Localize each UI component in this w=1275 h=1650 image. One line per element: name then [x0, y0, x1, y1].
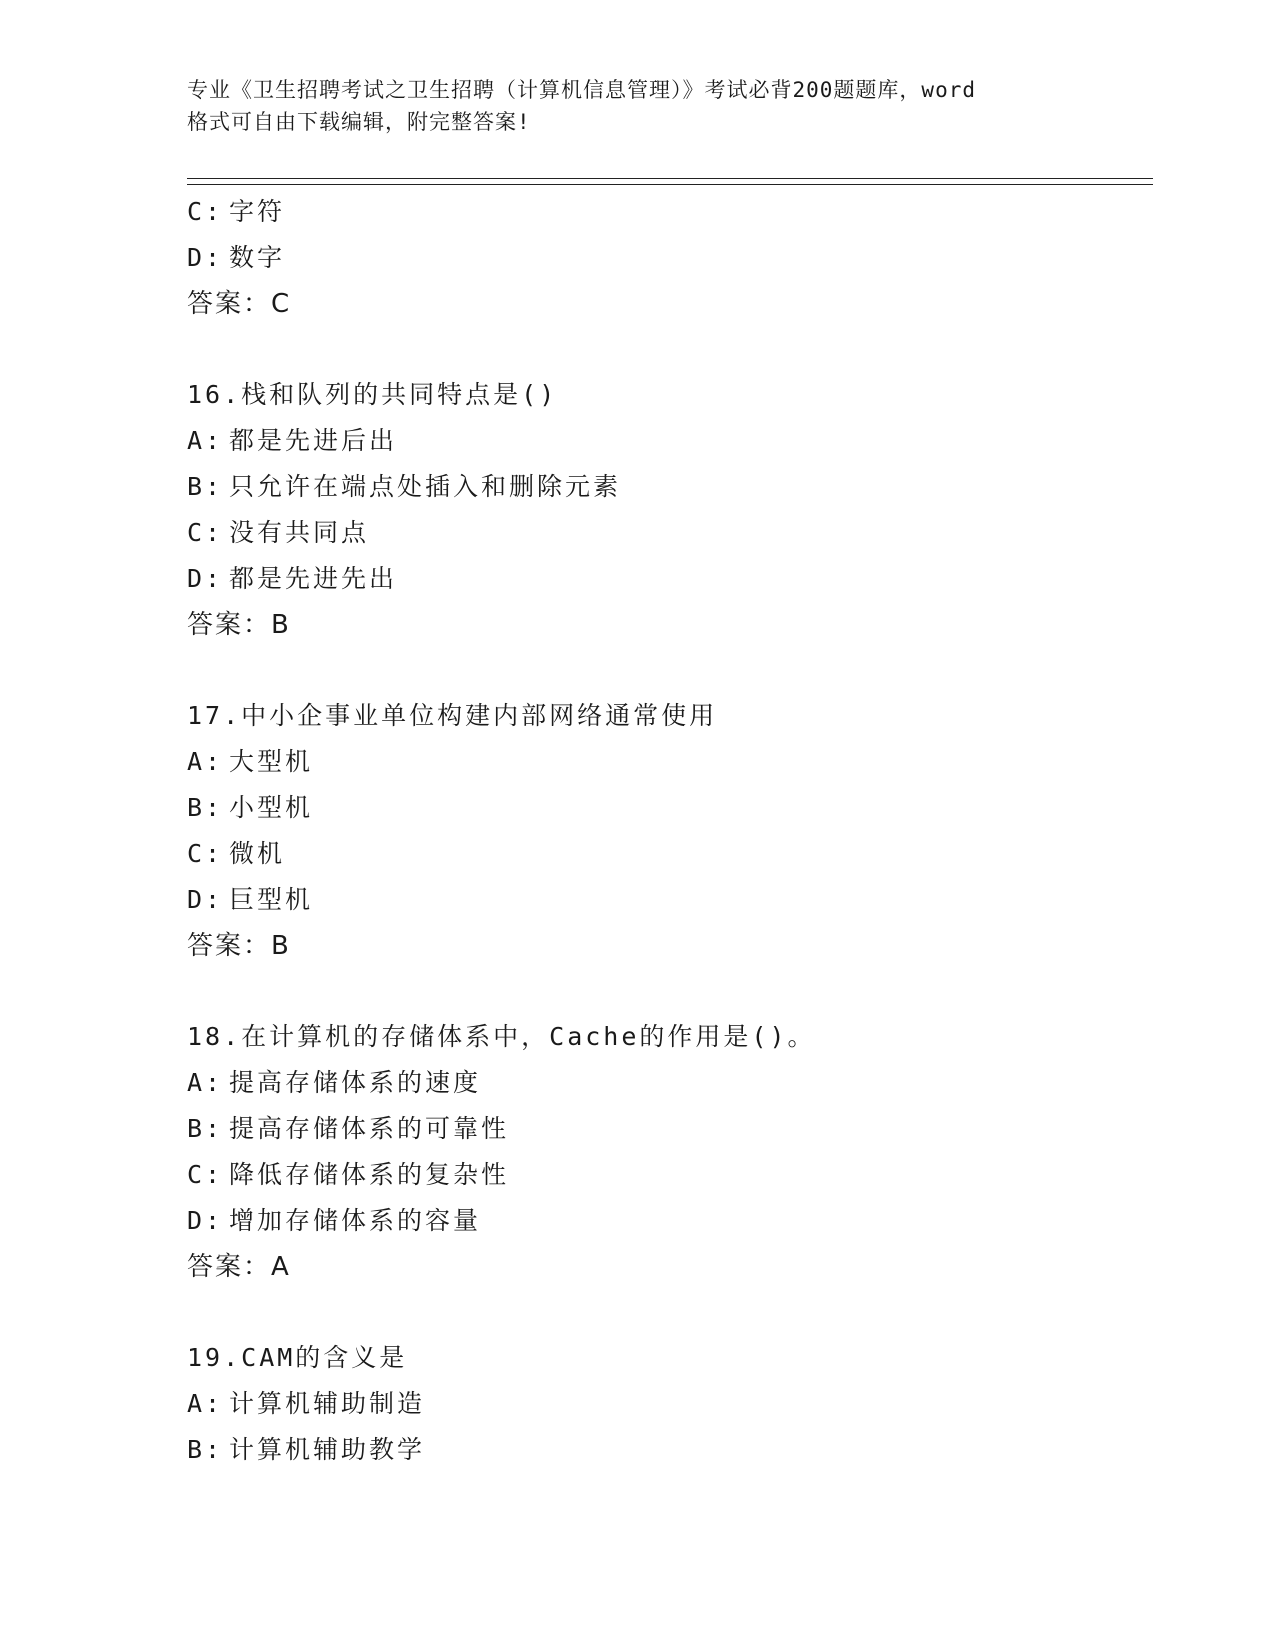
option-d — [187, 1198, 1153, 1244]
spacer — [187, 327, 1153, 372]
option-d — [187, 235, 1153, 281]
option-text: 大型机 — [229, 747, 314, 776]
option-text: 提高存储体系的可靠性 — [229, 1114, 510, 1143]
header-title-line-1: 专业《卫生招聘考试之卫生招聘（计算机信息管理）》考试必背200题题库，word — [187, 78, 976, 102]
option-label: C: — [187, 518, 224, 547]
option-label: A: — [187, 1068, 224, 1097]
answer-line: 答案：B — [187, 931, 291, 961]
option-label: A: — [187, 747, 224, 776]
option-text: 数字 — [229, 243, 286, 272]
question-text: 17.中小企事业单位构建内部网络通常使用 — [187, 701, 718, 730]
option-text: 字符 — [229, 197, 286, 226]
option-label: D: — [187, 1206, 224, 1235]
option-b — [187, 464, 1153, 510]
option-d — [187, 877, 1153, 923]
option-b — [187, 1427, 1153, 1473]
option-label: C: — [187, 1160, 224, 1189]
answer-line: 答案：B — [187, 610, 291, 640]
option-c — [187, 510, 1153, 556]
option-label: D: — [187, 564, 224, 593]
question-list — [187, 189, 1153, 1473]
option-text: 小型机 — [229, 793, 314, 822]
option-label: C: — [187, 839, 224, 868]
option-text: 都是先进后出 — [229, 426, 398, 455]
document-page — [187, 0, 1153, 1650]
option-text: 增加存储体系的容量 — [229, 1206, 482, 1235]
option-b — [187, 1106, 1153, 1152]
option-text: 都是先进先出 — [229, 564, 398, 593]
option-label: B: — [187, 472, 224, 501]
option-a — [187, 1381, 1153, 1427]
option-label: B: — [187, 1435, 224, 1464]
option-text: 计算机辅助制造 — [229, 1389, 426, 1418]
option-a — [187, 739, 1153, 785]
document-header — [187, 74, 1087, 138]
question-text: 19.CAM的含义是 — [187, 1343, 408, 1372]
answer-line: 答案：A — [187, 1252, 291, 1282]
option-label: B: — [187, 793, 224, 822]
option-text: 微机 — [229, 839, 286, 868]
option-text: 没有共同点 — [229, 518, 370, 547]
option-label: A: — [187, 1389, 224, 1418]
question-19 — [187, 1335, 1153, 1473]
question-17 — [187, 693, 1153, 969]
option-d — [187, 556, 1153, 602]
option-label: D: — [187, 243, 224, 272]
option-a — [187, 1060, 1153, 1106]
option-text: 提高存储体系的速度 — [229, 1068, 482, 1097]
option-text: 降低存储体系的复杂性 — [229, 1160, 510, 1189]
option-label: C: — [187, 197, 224, 226]
spacer — [187, 648, 1153, 693]
spacer — [187, 969, 1153, 1014]
option-a — [187, 418, 1153, 464]
option-text: 只允许在端点处插入和删除元素 — [229, 472, 622, 501]
option-label: D: — [187, 885, 224, 914]
option-c — [187, 189, 1153, 235]
question-18 — [187, 1014, 1153, 1290]
spacer — [187, 1290, 1153, 1335]
header-double-rule — [187, 178, 1153, 185]
answer-line: 答案：C — [187, 289, 292, 319]
option-c — [187, 831, 1153, 877]
option-text: 计算机辅助教学 — [229, 1435, 426, 1464]
option-label: A: — [187, 426, 224, 455]
question-text: 16.栈和队列的共同特点是() — [187, 380, 558, 409]
option-c — [187, 1152, 1153, 1198]
option-text: 巨型机 — [229, 885, 314, 914]
question-16 — [187, 372, 1153, 648]
option-label: B: — [187, 1114, 224, 1143]
question-15-tail — [187, 189, 1153, 327]
header-title-line-2: 格式可自由下载编辑，附完整答案! — [187, 110, 531, 134]
question-text: 18.在计算机的存储体系中，Cache的作用是()。 — [187, 1022, 816, 1051]
option-b — [187, 785, 1153, 831]
